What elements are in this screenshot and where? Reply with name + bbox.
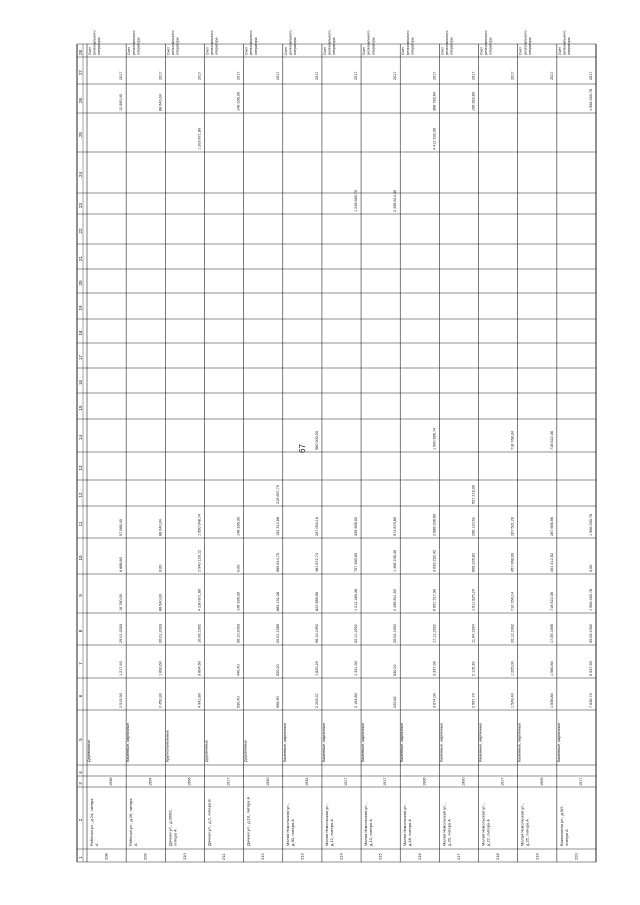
row-area: 530,40 — [236, 696, 241, 708]
row-address: Малая Никольская ул., — [402, 803, 408, 846]
row-year: 1917 — [500, 777, 505, 786]
row-account: регионального — [249, 30, 254, 55]
row-account: Счет — [322, 47, 327, 55]
row-year-27: 2017 — [393, 71, 398, 80]
row-account: оператора — [371, 37, 376, 55]
row-date: 11.04.1994 — [471, 624, 476, 643]
row-value-9: 710 766,14 — [510, 591, 515, 611]
row-area: 4 941,80 — [197, 693, 202, 708]
row-account: Счет — [205, 47, 210, 55]
row-value-26: 1 966 260,76 — [589, 88, 593, 111]
row-value-9: 883 132,38 — [275, 591, 280, 611]
row-living-area: 440,40 — [236, 664, 241, 676]
row-date: 17.05.1995 — [549, 623, 554, 643]
row-number: 214 — [338, 853, 344, 860]
row-year-27: 2017 — [432, 71, 437, 80]
column-number: 20 — [78, 280, 83, 286]
row-address: литера А — [172, 829, 178, 846]
column-number: 23 — [78, 202, 83, 209]
row-address: д.22, литера А — [485, 819, 491, 846]
row-year: 1917 — [383, 777, 388, 786]
row-area: 1 838,80 — [549, 693, 554, 708]
row-value-9: 822 985,96 — [314, 591, 319, 611]
column-number: 3 — [78, 782, 83, 785]
row-account: регионального — [210, 30, 215, 55]
row-year: 1917 — [344, 777, 349, 786]
row-address: д.12, литера А — [328, 819, 334, 846]
row-value-9: 4 230 871,80 — [197, 588, 202, 611]
column-number: 5 — [78, 738, 83, 741]
column-number: 15 — [78, 405, 83, 411]
row-value-11: 339 966,92 — [354, 516, 359, 536]
row-number: 216 — [416, 853, 422, 860]
row-account: регионального — [523, 30, 528, 55]
row-value-26: 368 783,64 — [432, 91, 437, 111]
row-wall-material: Деревянные — [204, 740, 209, 762]
row-value-11: 257 053,16 — [314, 516, 319, 536]
row-value-9: 6 651 517,90 — [432, 588, 437, 611]
row-living-area: 3 337,30 — [432, 661, 437, 676]
row-value-10: 401 412,62 — [549, 552, 554, 572]
row-account: Счет — [518, 47, 523, 55]
row-number: 217 — [455, 853, 461, 860]
row-year-27: 2017 — [197, 71, 202, 80]
row-account: оператора — [567, 37, 572, 55]
column-number: 6 — [78, 694, 83, 698]
row-address: Малая Никольская ул., — [480, 803, 486, 846]
row-area: 556,90 — [275, 696, 280, 708]
row-date: 20.12.1992 — [510, 623, 515, 643]
row-account: регионального — [405, 30, 410, 55]
row-value-11: 2 888 296,60 — [432, 513, 437, 536]
row-value-25: 4 412 932,00 — [432, 127, 437, 150]
row-value-10: 0,00 — [589, 564, 593, 572]
row-value-9: 2 498 811,50 — [393, 589, 398, 611]
row-value-26: 12 690,40 — [119, 94, 124, 111]
row-address: Малая Никольская ул., — [284, 803, 290, 846]
row-value-26: 148 336,30 — [236, 91, 241, 111]
row-account: регионального — [444, 30, 449, 55]
row-address: Малая Никольская ул., — [519, 803, 525, 846]
row-account: оператора — [488, 37, 493, 55]
row-account: Счет — [166, 47, 171, 55]
row-value-14: 1 900 986,74 — [432, 427, 437, 450]
row-address: Малая Никольская ул., — [363, 803, 369, 846]
row-wall-material: Каменные, кирпичные — [400, 722, 405, 762]
row-value-9: 1 966 260,76 — [589, 588, 593, 611]
row-address: литера А — [563, 829, 569, 846]
row-wall-material: Каменные, кирпичные — [321, 722, 326, 762]
row-account: оператора — [175, 37, 180, 55]
row-living-area: 6 937,90 — [589, 661, 593, 676]
row-value-26: 196 393,80 — [471, 91, 476, 111]
row-value-10: 2 940 120,12 — [197, 549, 202, 572]
row-address: д.18, литера А — [407, 819, 413, 846]
row-address: А — [133, 843, 139, 846]
row-area: 240,62 — [393, 696, 398, 708]
row-account: Счет — [557, 47, 562, 55]
row-number: 209 — [142, 853, 148, 860]
row-value-26: 88 640,04 — [158, 94, 163, 111]
row-value-10: 481 872,74 — [314, 552, 319, 572]
row-number: 211 — [221, 853, 227, 860]
column-number: 12 — [78, 492, 83, 498]
row-account: регионального — [366, 30, 371, 55]
row-year-27: 2017 — [510, 71, 515, 80]
column-number: 16 — [78, 379, 83, 386]
row-value-10: 0,00 — [158, 564, 163, 572]
column-number: 28 — [78, 49, 83, 56]
row-date: 02.11.1992 — [354, 624, 359, 643]
row-value-10: 6 888,80 — [119, 557, 124, 572]
row-year-27: 2017 — [471, 71, 476, 80]
row-value-12: 507 216,00 — [471, 484, 476, 504]
row-account: Счет — [88, 47, 92, 55]
row-address: Малая Никольская ул., — [323, 803, 329, 846]
row-account: оператора — [253, 37, 258, 55]
row-value-11: 1 050 948,74 — [197, 513, 202, 536]
column-number: 18 — [78, 330, 83, 336]
row-account: Счет — [479, 47, 484, 55]
row-year: 1932 — [304, 777, 309, 786]
row-value-9: 1 212 480,28 — [354, 588, 359, 611]
column-number: 4 — [78, 771, 83, 774]
row-wall-material: Деревянные — [243, 740, 248, 762]
row-address: Вокзальная ул., д.9/2, — [558, 805, 564, 846]
row-number: 210 — [181, 853, 187, 860]
row-year-27: 2017 — [158, 71, 163, 80]
row-wall-material: Деревянные — [87, 740, 91, 762]
row-value-11: 298 110,62 — [471, 517, 476, 536]
row-value-11: 88 640,04 — [158, 519, 163, 536]
column-number: 24 — [78, 171, 83, 178]
row-value-14: 718 768,34 — [510, 430, 515, 450]
row-address: Дачная ул., д.30/82, — [167, 809, 173, 846]
row-value-11: 1 966 260,76 — [589, 513, 593, 536]
row-account: регионального — [562, 30, 567, 55]
row-area: 1 549,40 — [510, 693, 515, 708]
row-date: 17.11.1992 — [432, 624, 437, 643]
row-wall-material: Каменные, кирпичные — [282, 722, 287, 762]
row-number: 212 — [260, 853, 266, 860]
row-number: 215 — [377, 853, 383, 860]
row-year: 1905 — [539, 777, 544, 786]
row-year-27: 2017 — [275, 71, 280, 80]
column-number: 7 — [78, 662, 83, 665]
row-value-10: 757 480,60 — [354, 552, 359, 572]
row-value-23: 1 248 660,70 — [354, 189, 359, 212]
row-value-25: 1 203 871,80 — [197, 127, 202, 150]
row-account: оператора — [527, 37, 532, 55]
column-number: 2 — [78, 818, 83, 822]
row-area: 3 674,00 — [432, 693, 437, 708]
row-year: 1917 — [579, 777, 583, 786]
row-account: оператора — [410, 37, 415, 55]
row-value-11: 152 312,68 — [275, 516, 280, 536]
row-living-area: 1 217,40 — [119, 661, 124, 676]
row-account: оператора — [292, 37, 297, 55]
row-wall-material: Каменные, кирпичные — [556, 722, 561, 762]
column-number: 19 — [78, 305, 83, 311]
row-value-10: 806 225,82 — [471, 552, 476, 572]
row-address: А — [94, 843, 99, 846]
row-date: 09.09.1992 — [589, 623, 593, 643]
column-number: 25 — [78, 131, 83, 138]
row-account: Счет — [283, 47, 288, 55]
row-account: регионального — [92, 30, 97, 55]
row-value-11: 267 501,20 — [510, 516, 515, 536]
row-date: 06.10.2003 — [236, 623, 241, 643]
row-number: 208 — [103, 853, 109, 860]
row-living-area: 1 890,60 — [158, 661, 163, 676]
row-date: 20.01.1989 — [275, 623, 280, 643]
row-account: регионального — [131, 30, 136, 55]
row-value-11: 974 875,80 — [393, 516, 398, 536]
row-area: 2 567,70 — [471, 693, 476, 708]
row-date: 29.01.2003 — [119, 623, 124, 643]
row-year-27: 2017 — [589, 71, 593, 80]
row-account: регионального — [170, 30, 175, 55]
column-number: 13 — [78, 465, 83, 471]
row-account: Счет — [244, 47, 249, 55]
row-account: Счет — [362, 47, 367, 55]
row-value-10: 0,00 — [236, 564, 241, 572]
row-address: Малая Никольская ул., — [441, 803, 447, 846]
row-date: 26.02.1992 — [393, 623, 398, 643]
column-number: 26 — [78, 97, 83, 104]
column-number: 22 — [78, 228, 83, 234]
row-year-27: 2017 — [549, 71, 554, 80]
row-value-10: 589 814,70 — [275, 552, 280, 572]
row-value-10: 457 068,90 — [510, 552, 515, 572]
row-value-9: 718 622,36 — [549, 591, 554, 611]
row-value-14: 980 000,00 — [314, 430, 319, 450]
column-number: 27 — [78, 69, 83, 76]
row-address: Рабочая ул., д.26, литера — [128, 798, 134, 846]
row-year-27: 2017 — [354, 71, 359, 80]
row-date: 06.10.1992 — [314, 623, 319, 643]
row-living-area: 1 825,20 — [314, 661, 319, 676]
row-value-12: 216 697,70 — [275, 484, 280, 504]
row-living-area: 2 115,30 — [471, 661, 476, 676]
row-year: 1917 — [226, 777, 231, 786]
row-value-11: 97 088,40 — [119, 519, 124, 536]
row-account: Счет — [440, 47, 445, 55]
row-living-area: 1 580,80 — [549, 661, 554, 676]
column-number: 10 — [78, 555, 83, 561]
row-year-27: 2017 — [236, 71, 241, 80]
row-address: д.30, литера А — [289, 819, 295, 846]
row-area: 2 203,37 — [314, 693, 319, 708]
row-year: 1936 — [109, 777, 114, 786]
page-number: 67 — [297, 444, 307, 453]
row-year: 1900 — [461, 777, 466, 786]
row-address: Дачная ул., д.10, литера А — [245, 796, 251, 846]
row-value-11: 287 666,96 — [549, 516, 554, 536]
row-year: 1930 — [265, 777, 270, 786]
row-account: Счет — [401, 47, 406, 55]
row-wall-material: Каменные, кирпичные — [439, 722, 444, 762]
row-number: 213 — [299, 853, 305, 860]
row-account: оператора — [97, 37, 102, 55]
row-wall-material: Крупнопанельные — [165, 730, 170, 762]
row-living-area: 1 341,30 — [354, 661, 359, 676]
row-address: д.25, литера А — [524, 819, 530, 846]
row-year-27: 2017 — [314, 71, 319, 80]
row-account: Счет — [127, 47, 132, 55]
row-area: 2 164,80 — [354, 693, 359, 708]
row-date: 16.06.1992 — [197, 623, 202, 643]
row-address: Дачная ул., д.2, литера Б — [206, 799, 212, 846]
row-living-area: 520,20 — [275, 664, 280, 676]
row-number: 220 — [573, 853, 579, 860]
row-value-10: 1 468 235,40 — [393, 549, 398, 572]
row-number: 218 — [495, 853, 501, 860]
row-account: оператора — [332, 37, 337, 55]
row-living-area: 3 804,60 — [197, 661, 202, 676]
row-value-9: 148 336,30 — [236, 591, 241, 611]
row-value-10: 3 633 292,42 — [432, 549, 437, 572]
row-value-9: 1 611 825,24 — [471, 589, 476, 611]
row-year-27: 2017 — [119, 71, 124, 80]
row-area: 7 636,70 — [589, 693, 593, 708]
row-area: 2 450,30 — [158, 693, 163, 708]
column-number: 1 — [78, 856, 83, 859]
row-value-14: 718 622,36 — [549, 430, 554, 450]
row-account: регионального — [484, 30, 489, 55]
row-address: д.13, литера А — [368, 819, 374, 846]
row-year: 1956 — [187, 777, 192, 786]
row-address: Рабочая ул., д.24, литера — [89, 798, 94, 846]
row-area: 2 519,30 — [119, 693, 124, 708]
column-number: 21 — [78, 255, 83, 262]
row-year: 1954 — [148, 777, 153, 786]
row-number: 219 — [534, 853, 540, 860]
row-living-area: 1 205,00 — [510, 661, 515, 676]
row-year: 1906 — [422, 777, 427, 786]
column-number: 14 — [78, 434, 83, 441]
row-wall-material: Каменные, кирпичные — [126, 722, 131, 762]
column-number: 9 — [78, 594, 83, 597]
row-account: оператора — [214, 37, 219, 55]
row-date: 26.01.2003 — [158, 623, 163, 643]
row-account: оператора — [136, 37, 141, 55]
row-value-9: 16 780,00 — [119, 594, 124, 611]
row-wall-material: Каменные, кирпичные — [361, 722, 366, 762]
row-living-area: 630,22 — [393, 664, 398, 676]
column-number: 8 — [78, 629, 83, 633]
row-wall-material: Каменные, кирпичные — [478, 722, 483, 762]
row-value-9: 88 640,00 — [158, 594, 163, 611]
row-value-23: 2 498 814,30 — [393, 189, 398, 212]
row-address: д.20, литера А — [446, 819, 452, 846]
column-number: 11 — [78, 521, 83, 527]
column-number: 17 — [78, 354, 83, 361]
row-account: регионального — [327, 30, 332, 55]
row-account: регионального — [288, 30, 293, 55]
row-value-11: 148 336,30 — [236, 516, 241, 536]
row-account: оператора — [449, 37, 454, 55]
row-wall-material: Каменные, кирпичные — [517, 722, 522, 762]
